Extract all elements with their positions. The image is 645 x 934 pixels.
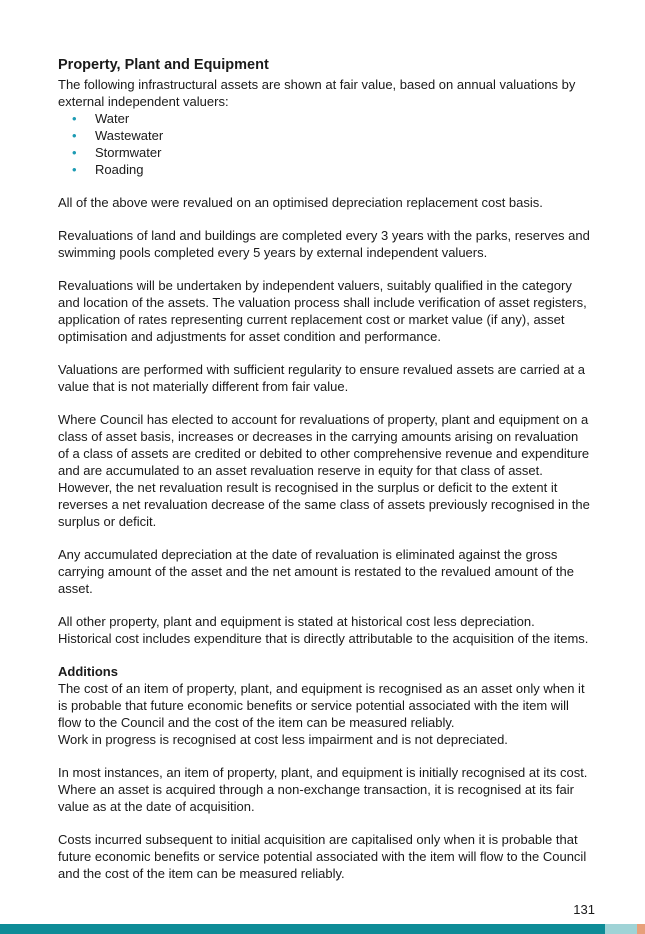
additions-title: Additions xyxy=(58,664,118,679)
additions-paragraph-4: Costs incurred subsequent to initial acquisition are capitalised only when it is probable that future economic benefits or service potential associated with the item will flow to the Council and the cost of the item can be measured reliably. xyxy=(58,832,587,881)
list-item xyxy=(72,110,590,127)
paragraph-regularity: Valuations are performed with sufficient regularity to ensure revalued assets are carried at a value that is not materially different from fair value. xyxy=(58,362,586,394)
paragraph-accumulated-depreciation: Any accumulated depreciation at the date of revaluation is eliminated against the gross carrying amount of the asset and the net amount is restated to the revalued amount of the asset. xyxy=(58,547,574,596)
asset-list xyxy=(58,110,590,178)
paragraph-class-basis: Where Council has elected to account for revaluations of property, plant and equipment on a class of asset basis, increases or decreases in the carrying amounts arising on revaluation of a class of assets are credited or debited to other comprehensive revenue and expenditure and are accumulated to an asset revaluation reserve in equity for that class of asset. However, the net revaluation result is recognised in the surplus or deficit to the extent it reverses a net revaluation decrease of the same class of assets previously recognised in the surplus or deficit. xyxy=(58,412,590,529)
list-item xyxy=(72,144,590,161)
bullet-icon: • xyxy=(72,111,77,126)
list-item-label: Wastewater xyxy=(95,128,164,143)
paragraph-valuers: Revaluations will be undertaken by independent valuers, suitably qualified in the category and location of the assets. The valuation process shall include verification of asset registers, application of rates representing current replacement cost or market value (if any), asset optimisation and adjustments for asset condition and performance. xyxy=(58,278,587,344)
document-page xyxy=(58,56,590,898)
list-item-label: Stormwater xyxy=(95,145,162,160)
list-item-label: Roading xyxy=(95,162,144,177)
intro-paragraph: The following infrastructural assets are shown at fair value, based on annual valuations by external independent valuers: xyxy=(58,77,576,109)
list-item-label: Water xyxy=(95,111,130,126)
page-number: 131 xyxy=(573,902,595,917)
paragraph-land-buildings: Revaluations of land and buildings are completed every 3 years with the parks, reserves and swimming pools completed every 5 years by external independent valuers. xyxy=(58,228,590,260)
paragraph-historical-cost: All other property, plant and equipment is stated at historical cost less depreciation. Historical cost includes expenditure that is directly attributable to the acquisition of the items. xyxy=(58,614,589,646)
list-item xyxy=(72,161,590,178)
bullet-icon: • xyxy=(72,145,77,160)
additions-paragraph-2: Work in progress is recognised at cost less impairment and is not depreciated. xyxy=(58,732,508,747)
paragraph-revaluation-basis: All of the above were revalued on an optimised depreciation replacement cost basis. xyxy=(58,195,543,210)
additions-paragraph-1: The cost of an item of property, plant, and equipment is recognised as an asset only when it is probable that future economic benefits or service potential associated with the item will flow to the Council and the cost of the item can be measured reliably. xyxy=(58,681,585,730)
footer-bar xyxy=(0,924,605,934)
bullet-icon: • xyxy=(72,162,77,177)
bullet-icon: • xyxy=(72,128,77,143)
list-item xyxy=(72,127,590,144)
additions-paragraph-3: In most instances, an item of property, plant, and equipment is initially recognised at its cost. Where an asset is acquired through a non-exchange transaction, it is recognised at its fair value as at the date of acquisition. xyxy=(58,765,588,814)
footer-bar-accent xyxy=(637,924,645,934)
footer-bar-light xyxy=(605,924,637,934)
section-title: Property, Plant and Equipment xyxy=(58,57,269,73)
